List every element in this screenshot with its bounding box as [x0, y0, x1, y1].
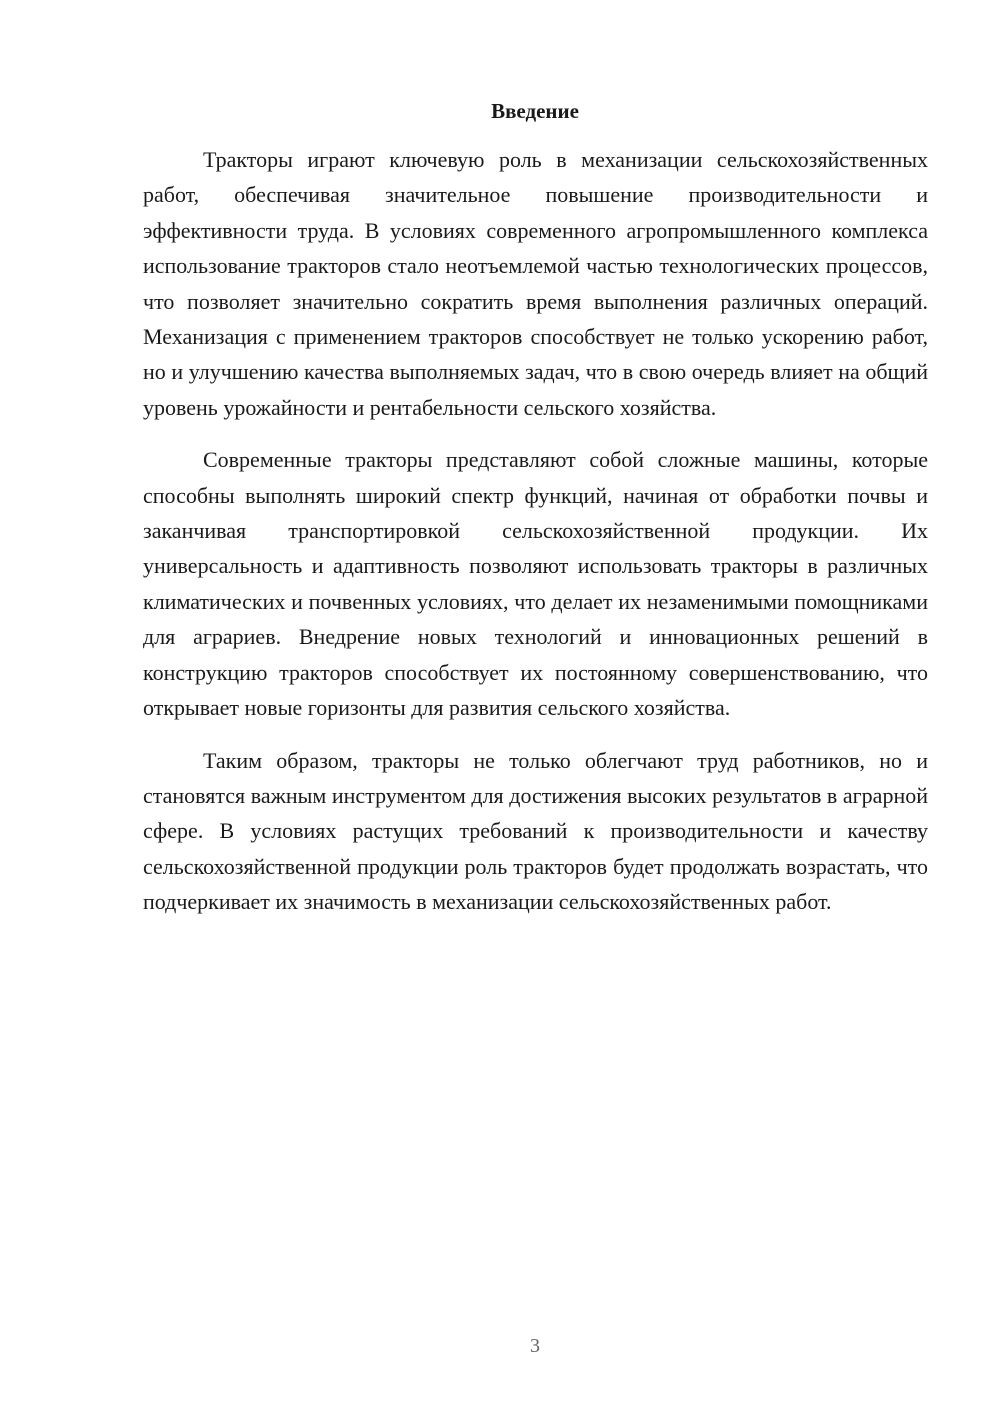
page-number: 3: [530, 1335, 540, 1357]
paragraph-1: Тракторы играют ключевую роль в механизации сельскохозяйственных работ, обеспечивая значительное повышение производительности и эффективности труда. В условиях современного агропромышленного комплекса использование тракторов стало неотъемлемой частью технологических процессов, что позволяет значительно сократить время выполнения различных операций. Механизация с применением тракторов способствует не только ускорению работ, но и улучшению качества выполняемых задач, что в свою очередь влияет на общий уровень урожайности и рентабельности сельского хозяйства.: [143, 147, 928, 420]
paragraph-3: Таким образом, тракторы не только облегчают труд работников, но и становятся важным инструментом для достижения высоких результатов в аграрной сфере. В условиях растущих требований к производительности и качеству сельскохозяйственной продукции роль тракторов будет продолжать возрастать, что подчеркивает их значимость в механизации сельскохозяйственных работ.: [143, 747, 928, 915]
body-text: [143, 142, 928, 920]
section-heading: Введение: [491, 99, 579, 123]
paragraph-2: Современные тракторы представляют собой сложные машины, которые способны выполнять широкий спектр функций, начиная от обработки почвы и заканчивая транспортировкой сельскохозяйственной продукции. Их универсальность и адаптивность позволяют использовать тракторы в различных климатических и почвенных условиях, что делает их незаменимыми помощниками для аграриев. Внедрение новых технологий и инновационных решений в конструкцию тракторов способствует их постоянному совершенствованию, что открывает новые горизонты для развития сельского хозяйства.: [143, 447, 928, 721]
